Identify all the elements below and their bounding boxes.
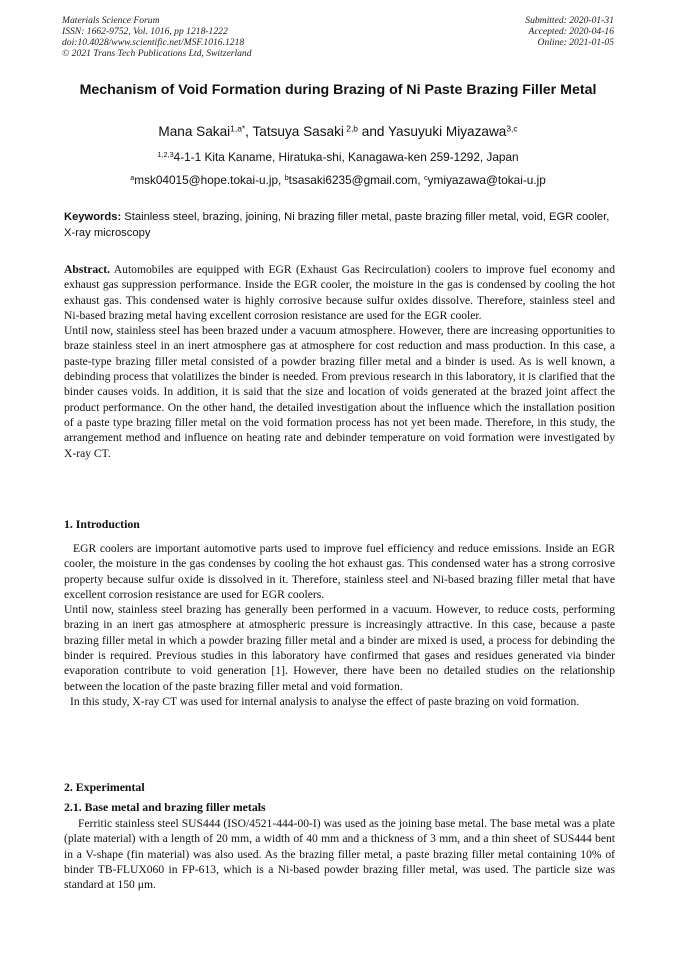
email-address[interactable]: tsasaki6235@gmail.com <box>288 173 418 187</box>
affiliation <box>62 150 614 164</box>
introduction-body <box>64 541 615 709</box>
author-affil-mark: 2,b <box>343 123 358 134</box>
keywords-label: Keywords: <box>64 211 122 223</box>
copyright-line: © 2021 Trans Tech Publications Ltd, Switzerland <box>62 48 252 59</box>
email-separator: , <box>417 173 424 187</box>
section-heading-introduction: 1. Introduction <box>64 517 140 531</box>
author-emails <box>62 173 614 187</box>
email-mark: c <box>423 172 428 182</box>
accepted-date: Accepted: 2020-04-16 <box>528 26 614 37</box>
subsection-heading-base-metal: 2.1. Base metal and brazing filler metals <box>64 800 266 814</box>
paper-title: Mechanism of Void Formation during Brazing of Ni Paste Brazing Filler Metal <box>79 82 597 98</box>
author-list <box>62 123 614 140</box>
section-heading-experimental: 2. Experimental <box>64 780 145 794</box>
journal-name: Materials Science Forum <box>62 15 160 26</box>
journal-info <box>62 15 252 59</box>
keywords-text: Stainless steel, brazing, joining, Ni brazing filler metal, paste brazing filler metal, void, EGR cooler, X-ray microscopy <box>64 211 610 239</box>
body-paragraph: In this study, X-ray CT was used for internal analysis to analyse the effect of paste brazing on void formation. <box>70 694 580 708</box>
body-paragraph: Until now, stainless steel brazing has generally been performed in a vacuum. However, to reduce costs, performing brazing in an inert gas atmosphere at atmospheric pressure is increasingly attractive. In this case, because a paste brazing filler metal in which a powder brazing filler metal and a binder are mixed is used, a process for debinding the binder is required. Previous studies in this laboratory have confirmed that gases and residues generated via binder evaporation contribute to void generation [1]. However, there have been no detailed studies on the relationship between the location of the paste brazing filler metal and void formation. <box>64 603 615 693</box>
abstract-text: Automobiles are equipped with EGR (Exhaust Gas Recirculation) coolers to improve fuel economy and exhaust gas suppression performance. Inside the EGR cooler, the moisture in the gas is condensed by cooling the hot exhaust gas. This condensed water is highly corrosive because sulfur oxides dissolve. Therefore, stainless steel and Ni-based brazing metal having excellent corrosion resistance are used for the EGR cooler. <box>64 263 615 322</box>
submitted-date: Submitted: 2020-01-31 <box>525 15 614 26</box>
dates-info <box>525 15 614 48</box>
abstract <box>64 262 615 461</box>
affiliation-mark: 1,2,3 <box>157 149 174 159</box>
affiliation-address: 4-1-1 Kita Kaname, Hiratuka-shi, Kanagawa-ken 259-1292, Japan <box>173 150 519 164</box>
author-affil-mark: 3,c <box>506 123 518 134</box>
email-address[interactable]: msk04015@hope.tokai-u.jp <box>134 173 279 187</box>
issn-line: ISSN: 1662-9752, Vol. 1016, pp 1218-1222 <box>62 26 228 37</box>
online-date: Online: 2021-01-05 <box>537 37 614 48</box>
abstract-paragraph: Until now, stainless steel has been brazed under a vacuum atmosphere. However, there are increasing opportunities to braze stainless steel in an inert atmosphere gas at atmosphere for cost reduction and mass production. In this case, a paste-type brazing filler metal consisted of a powder brazing filler metal and a binder is used. As is well known, a debinding process that volatilizes the binder is needed. From previous research in this laboratory, it is clarified that the binder causes voids. In addition, it is said that the size and location of voids generated at the brazed joint affect the product performance. On the other hand, the detailed investigation about the influence which the installation position of a paste type brazing filler metal on the void formation process has not yet been made. Therefore, in this study, the arrangement method and influence on heating rate and debinder temperature on void formation were investigated by X-ray CT. <box>64 324 615 460</box>
author-name: Mana Sakai <box>158 124 231 139</box>
author-separator: , <box>245 124 253 139</box>
abstract-label: Abstract. <box>64 263 111 276</box>
experimental-body <box>64 816 615 892</box>
email-address[interactable]: ymiyazawa@tokai-u.jp <box>427 173 546 187</box>
author-name: Tatsuya Sasaki <box>252 124 344 139</box>
email-separator: , <box>278 173 285 187</box>
email-mark: b <box>284 172 289 182</box>
body-paragraph: EGR coolers are important automotive parts used to improve fuel efficiency and reduce emissions. Inside an EGR cooler, the moisture in the gas condenses by cooling the hot exhaust gas. This condensed water has a strong corrosive property because sulfur oxide is dissolved in it. Therefore, stainless steel and Ni-based brazing filler metal that have excellent corrosion resistance are used for EGR coolers. <box>64 542 615 601</box>
body-paragraph: Ferritic stainless steel SUS444 (ISO/4521-444-00-I) was used as the joining base metal. The base metal was a plate (plate material) with a length of 20 mm, a width of 40 mm and a thickness of 3 mm, and a thin sheet of SUS444 bent in a V-shape (fin material) was also used. As the brazing filler metal, a paste brazing filler metal containing 10% of binder TB-FLUX060 in FP-613, which is a Ni-based powder brazing filler metal, was used. The particle size was standard at 150 μm. <box>64 817 615 892</box>
author-separator: and <box>357 124 388 139</box>
keywords <box>64 210 615 241</box>
doi-line: doi:10.4028/www.scientific.net/MSF.1016.1218 <box>62 37 245 48</box>
author-affil-mark: 1,a* <box>230 123 246 134</box>
email-mark: a <box>130 172 135 182</box>
abstract-paragraph <box>64 262 615 323</box>
author-name: Yasuyuki Miyazawa <box>387 124 507 139</box>
